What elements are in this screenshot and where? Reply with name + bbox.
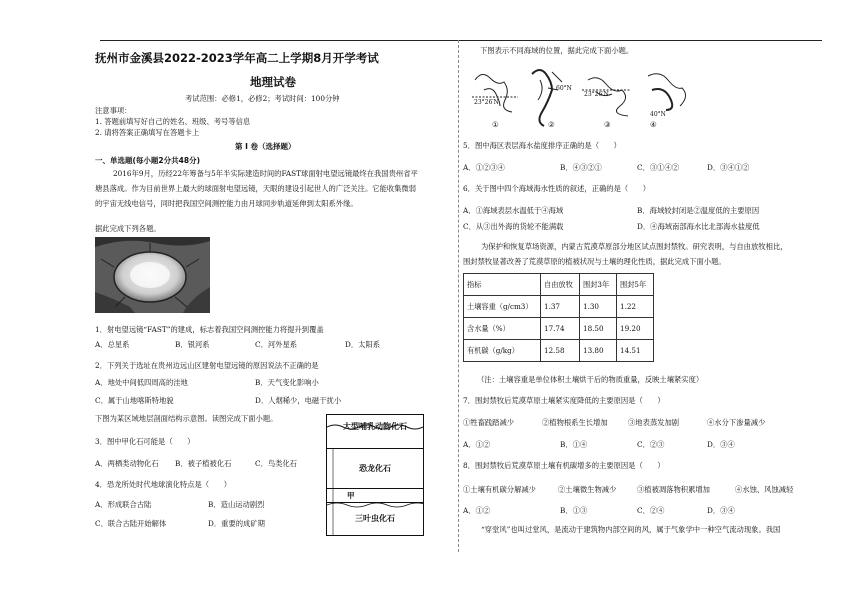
map2-lat-label: 60°N bbox=[556, 85, 572, 92]
table-header-cell: 指标 bbox=[464, 274, 541, 296]
fast-telescope-photo bbox=[95, 237, 210, 313]
note-2: 2. 请将答案正确填写在答题卡上 bbox=[95, 128, 200, 137]
table-row bbox=[464, 296, 654, 318]
q4-option-c: C．联合古陆开始解体 bbox=[95, 519, 167, 528]
q7-option-d: D．③④ bbox=[707, 440, 735, 449]
question-8: 8．围封禁牧后荒漠草原土壤有机碳增多的主要原因是（ ） bbox=[463, 461, 665, 470]
map-prompt: 下图表示不同海域的位置，据此完成下面小题。 bbox=[480, 46, 634, 55]
table-cell: 13.80 bbox=[580, 340, 617, 362]
table-cell: 17.74 bbox=[541, 318, 580, 340]
q8-option-c: C．②④ bbox=[637, 506, 665, 515]
prompt-1: 据此完成下列各题。 bbox=[95, 224, 161, 233]
q7-item-2: ②植物根系生长增加 bbox=[542, 418, 608, 427]
map1-number: ① bbox=[492, 120, 499, 129]
q8-item-3: ③植被凋落物积累增加 bbox=[637, 485, 710, 494]
q7-item-3: ③地表蒸发加剧 bbox=[628, 418, 680, 427]
question-5: 5．图中海区表层海水盐度排序正确的是（ ） bbox=[463, 141, 621, 150]
q4-option-a: A．形成联合古陆 bbox=[95, 500, 152, 509]
table-header-cell: 围封3年 bbox=[580, 274, 617, 296]
q8-item-2: ②土壤微生物减少 bbox=[558, 485, 617, 494]
q3-option-c: C．鸟类化石 bbox=[255, 459, 298, 468]
map3-number: ③ bbox=[604, 120, 611, 129]
strata-wavy-lines bbox=[327, 415, 423, 535]
table-cell: 1.37 bbox=[541, 296, 580, 318]
table-row bbox=[464, 340, 654, 362]
table-note: （注：土壤容重是单位体积土壤烘干后的物质重量，反映土壤紧实度） bbox=[477, 375, 704, 384]
q1-option-a: A．总星系 bbox=[95, 340, 130, 349]
question-1: 1．射电望远镜“FAST”的建成，标志着我国空间测控能力将提升到覆盖 bbox=[95, 325, 324, 334]
q1-option-b: B．银河系 bbox=[175, 340, 210, 349]
intro-line-3: 的宇宙无线电信号，同时把我国空间测控能力由月球同步轨道延伸到太阳系外缘。 bbox=[95, 199, 358, 208]
question-4: 4．恐龙所处时代地球演化特点是（ ） bbox=[95, 480, 231, 489]
table-cell: 12.58 bbox=[541, 340, 580, 362]
q4-option-d: D．重要的成矿期 bbox=[208, 519, 265, 528]
question-3: 3．图中甲化石可能是（ ） bbox=[95, 437, 195, 446]
map2-number: ② bbox=[548, 120, 555, 129]
map4-lat-label: 40°N bbox=[650, 111, 666, 118]
q6-option-d: D．④海域南部海水比北部海水盐度低 bbox=[637, 222, 760, 231]
sea-area-maps bbox=[470, 60, 695, 135]
q2-option-b: B．天气变化影响小 bbox=[255, 378, 319, 387]
q8-item-4: ④水蚀、风蚀减轻 bbox=[735, 485, 794, 494]
q4-option-b: B．造山运动剧烈 bbox=[208, 500, 265, 509]
q2-option-a: A．地处中间低四周高的洼地 bbox=[95, 378, 188, 387]
table-cell: 18.50 bbox=[580, 318, 617, 340]
q5-option-d: D．③④①② bbox=[707, 163, 750, 172]
map4-number: ④ bbox=[650, 120, 657, 129]
table-row bbox=[464, 318, 654, 340]
table-cell: 1.22 bbox=[617, 296, 654, 318]
table-cell: 14.51 bbox=[617, 340, 654, 362]
q5-option-b: B．④③②① bbox=[560, 163, 602, 172]
q7-item-1: ①牲畜践踏减少 bbox=[463, 418, 515, 427]
q7-option-a: A．①② bbox=[463, 440, 491, 449]
exam-subtitle: 地理试卷 bbox=[250, 75, 296, 89]
table-header-cell: 围封5年 bbox=[617, 274, 654, 296]
map1-lat-label: 23°26′N bbox=[474, 99, 499, 106]
map3-lat-label: 23°26′N bbox=[584, 91, 609, 98]
q1-option-d: D．太阳系 bbox=[345, 340, 381, 349]
table-header-row bbox=[464, 274, 654, 296]
exam-meta: 考试范围：必修1，必修2；考试时间：100分钟 bbox=[185, 94, 340, 103]
passage-line-1: 为保护和恢复草场资源，内蒙古荒漠草原部分地区试点围封禁牧。研究表明，与自由放牧相比， bbox=[481, 242, 788, 251]
q7-option-c: C．②③ bbox=[637, 440, 665, 449]
question-7: 7．围封禁牧后荒漠草原土壤紧实度降低的主要原因是（ ） bbox=[463, 396, 665, 405]
q7-item-4: ④水分下渗量减少 bbox=[707, 418, 766, 427]
intro-line-1: 2016年9月，历经22年筹备与5年半实际建造时间的FAST球面射电望远镜最终在我国贵州省平 bbox=[113, 169, 418, 178]
top-rule bbox=[100, 40, 822, 41]
q2-option-d: D．人烟稀少，电磁干扰小 bbox=[255, 396, 342, 405]
q3-option-b: B．被子植被化石 bbox=[175, 459, 232, 468]
table-cell: 19.20 bbox=[617, 318, 654, 340]
intro-line-2: 塘县落成。作为目前世界上最大的球面射电望远镜，天眼的建设引起世人的广泛关注。它能收集微弱 bbox=[95, 184, 417, 193]
strata-diagram bbox=[326, 414, 424, 536]
q8-option-b: B．①③ bbox=[560, 506, 588, 515]
last-passage-line: “穿堂风”也叫过堂风，是流动于建筑物内部空间的风，属于气象学中一种空气流动现象。我国 bbox=[481, 525, 781, 534]
strata-layer-mammal: 大型哺乳动物化石 bbox=[327, 415, 423, 449]
prompt-2: 下图为某区域地层剖面结构示意图。读图完成下面小题。 bbox=[95, 414, 278, 423]
q6-option-c: C．从③出外海的货轮不能满载 bbox=[463, 222, 564, 231]
table-cell: 含水量（%） bbox=[464, 318, 541, 340]
note-1: 1. 答题前填写好自己的姓名、班级、考号等信息 bbox=[95, 117, 251, 126]
strata-layer-dinosaur: 恐龙化石 bbox=[327, 449, 423, 489]
q8-option-a: A．①② bbox=[463, 506, 491, 515]
q6-option-a: A．①海域表层水温低于④海域 bbox=[463, 206, 564, 215]
sea-maps-svg bbox=[470, 60, 695, 135]
section-title: 第 I 卷（选择题） bbox=[235, 142, 296, 151]
table-cell: 1.30 bbox=[580, 296, 617, 318]
table-cell: 有机碳（g/kg） bbox=[464, 340, 541, 362]
q8-option-d: D．③④ bbox=[707, 506, 735, 515]
q5-option-c: C．③①④② bbox=[637, 163, 680, 172]
question-6: 6．关于图中四个海域海水性质的叙述，正确的是（ ） bbox=[463, 184, 651, 193]
q6-option-b: B．海域较封闭是②温度低的主要原因 bbox=[637, 206, 760, 215]
question-2: 2．下列关于选址在贵州边远山区建射电望远镜的原因说法不正确的是 bbox=[95, 361, 319, 370]
q7-option-b: B．①④ bbox=[560, 440, 588, 449]
part-title: 一、单选题(每小题2分共48分) bbox=[95, 156, 201, 165]
exam-title: 抚州市金溪县2022-2023学年高二上学期8月开学考试 bbox=[95, 51, 379, 65]
strata-layer-trilobite: 三叶虫化石 bbox=[355, 514, 395, 523]
q3-option-a: A．两栖类动物化石 bbox=[95, 459, 159, 468]
notes-title: 注意事项： bbox=[95, 106, 132, 115]
q5-option-a: A．①②③④ bbox=[463, 163, 505, 172]
table-cell: 土壤容重（g/cm3） bbox=[464, 296, 541, 318]
soil-table bbox=[463, 273, 654, 362]
column-divider bbox=[458, 40, 459, 552]
q8-item-1: ①土壤有机碳分解减少 bbox=[463, 485, 536, 494]
table-header-cell: 自由放牧 bbox=[541, 274, 580, 296]
strata-layer-jia: 甲 bbox=[327, 489, 423, 503]
passage-line-2: 围封禁牧显著改善了荒漠草原的植被状况与土壤的理化性质，据此完成下面小题。 bbox=[463, 257, 726, 266]
q1-option-c: C．河外星系 bbox=[255, 340, 298, 349]
q2-option-c: C．属于山地喀斯特地貌 bbox=[95, 396, 174, 405]
